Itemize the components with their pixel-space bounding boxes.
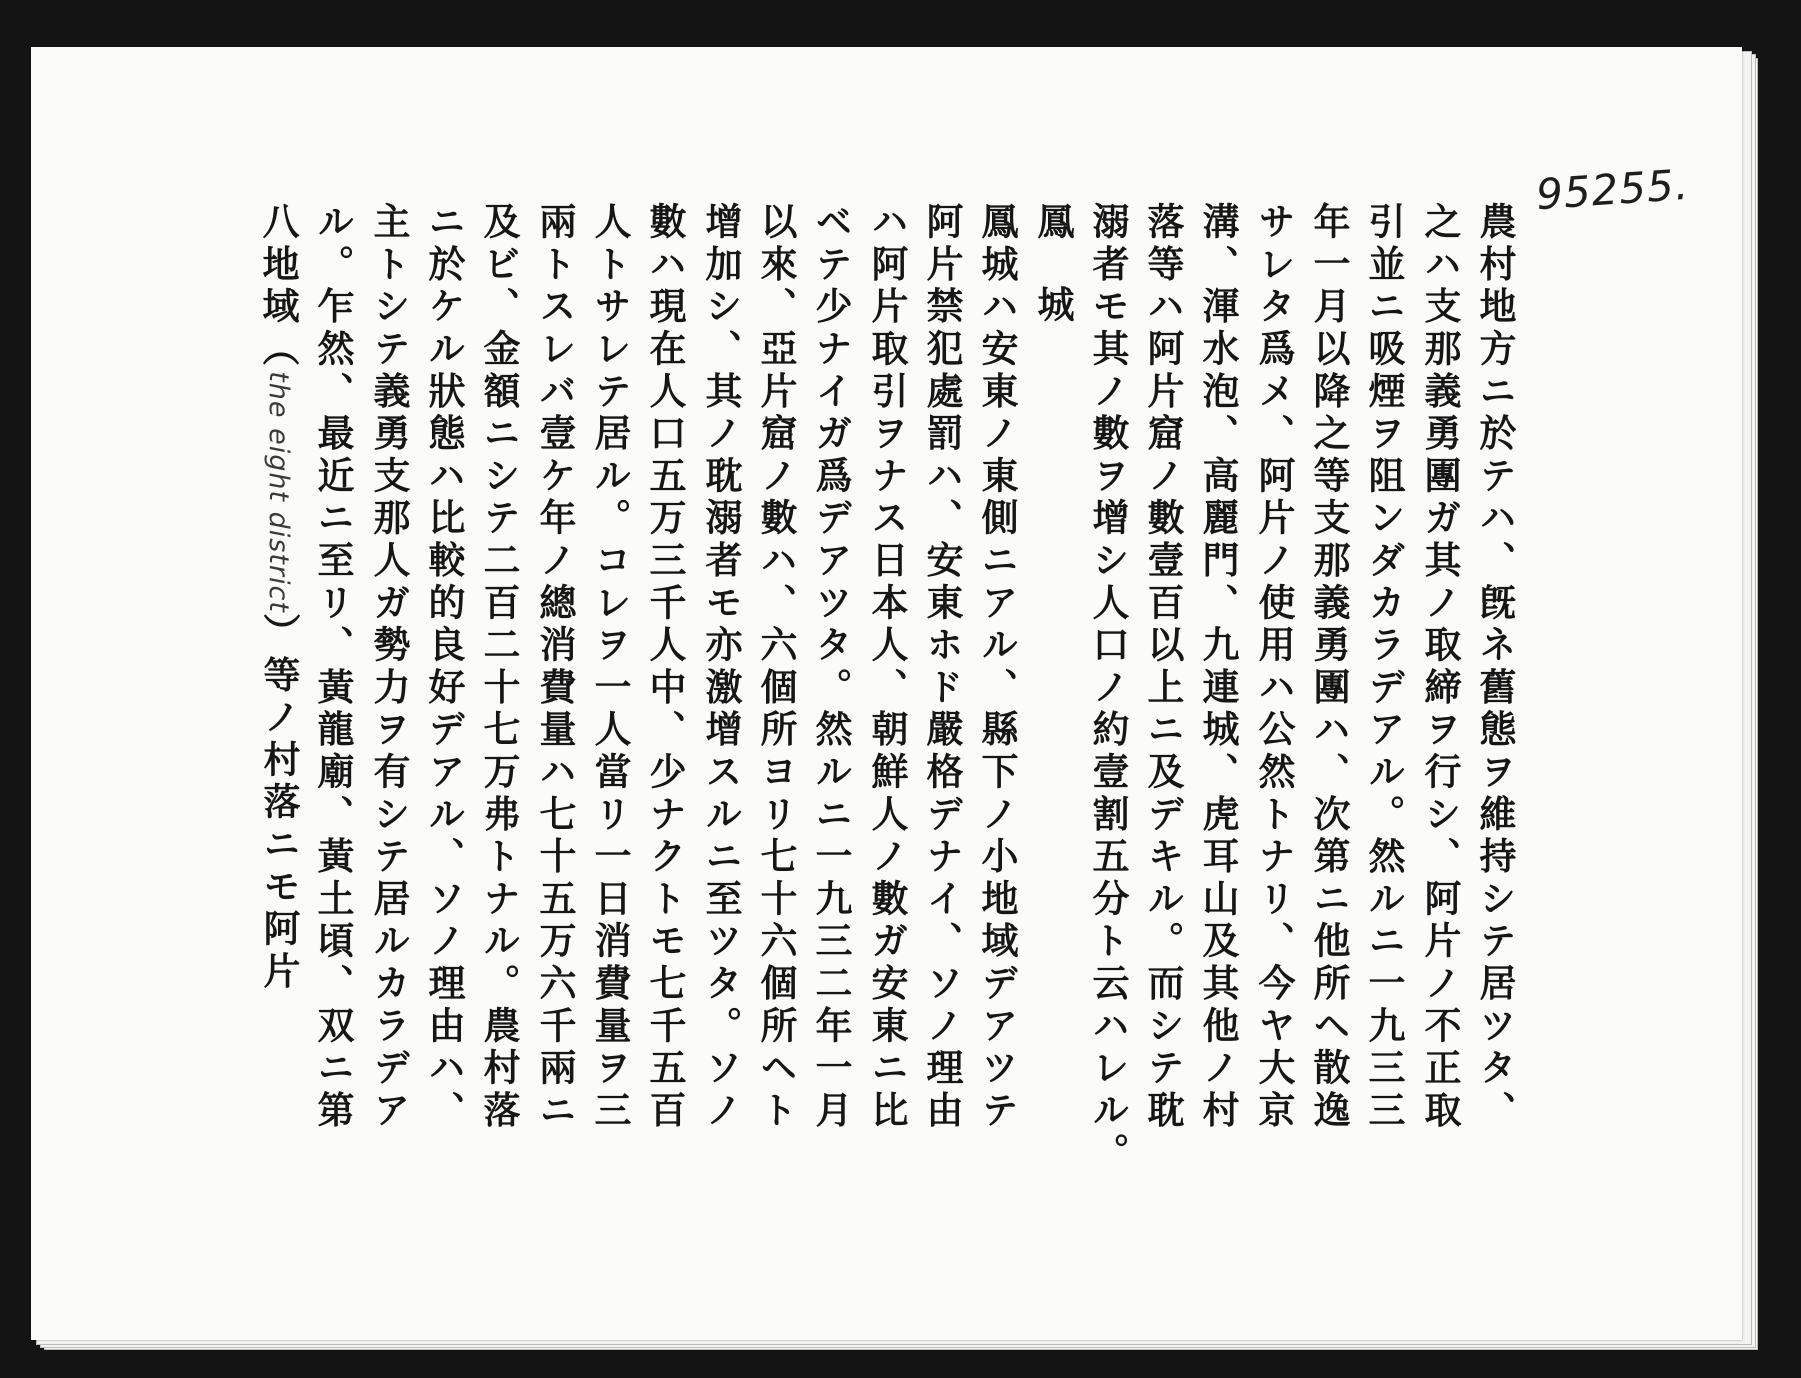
text-column: 引並ニ吸煙ヲ阻ンダカラデアル。然ルニ一九三三: [1362, 202, 1406, 1133]
last-column-start: 八地域（: [256, 202, 300, 372]
last-column-end: ）等ノ村落ニモ阿片: [257, 612, 300, 994]
text-column: 溺者モ其ノ數ヲ增シ人口ノ約壹割五分ト云ハレル。: [1086, 202, 1130, 1175]
text-column: 阿片禁犯處罰ハ、安東ホド嚴格デナイ、ソノ理由: [920, 202, 964, 1133]
text-column: 數ハ現在人口五万三千人中、少ナクトモ七千五百: [643, 202, 687, 1133]
text-column: 及ビ、金額ニシテ二百二十七万弗トナル。農村落: [477, 202, 521, 1133]
text-column: 之ハ支那義勇團ガ其ノ取締ヲ行シ、阿片ノ不正取: [1418, 202, 1462, 1133]
text-column: 農村地方ニ於テハ、旣ネ舊態ヲ維持シテ居ツタ、: [1473, 202, 1517, 1133]
text-column: 年一月以降之等支那義勇團ハ、次第ニ他所ヘ散逸: [1307, 202, 1351, 1133]
text-column: ハ阿片取引ヲナス日本人、朝鮮人ノ數ガ安東ニ比: [865, 202, 909, 1133]
handwritten-insertion: the eight district: [263, 371, 294, 613]
text-column: サレタ爲メ、阿片ノ使用ハ公然トナリ、今ヤ大京: [1252, 202, 1296, 1133]
handwritten-annotation: 95255.: [1534, 159, 1691, 220]
text-column: 溝、渾水泡、高麗門、九連城、虎耳山及其他ノ村: [1196, 202, 1240, 1133]
text-column: 落等ハ阿片窟ノ數壹百以上ニ及デキル。而シテ耽: [1141, 202, 1185, 1133]
text-column: 鳳城ハ安東ノ東側ニアル、縣下ノ小地域デアツテ: [975, 202, 1019, 1133]
text-column: 以來、亞片窟ノ數ハ、六個所ヨリ七十六個所ヘト: [754, 202, 798, 1133]
document-page: [31, 47, 1742, 1340]
text-column: 人トサレテ居ル。コレヲ一人當リ一日消費量ヲ三: [588, 202, 632, 1133]
text-column-last: [256, 202, 300, 994]
text-column: 兩トスレバ壹ケ年ノ總消費量ハ七十五万六千兩ニ: [533, 202, 577, 1133]
text-column: 主トシテ義勇支那人ガ勢力ヲ有シテ居ルカラデア: [367, 202, 411, 1133]
text-column: ニ於ケル狀態ハ比較的良好デアル、ソノ理由ハ、: [422, 202, 466, 1133]
text-column: ル。乍然、最近ニ至リ、黃龍廟、黃土頃、双ニ第: [311, 202, 355, 1133]
section-heading: 鳳城: [1031, 202, 1075, 368]
text-column: ベテ少ナイガ爲デアツタ。然ルニ一九三二年一月: [809, 202, 853, 1133]
text-column: 增加シ、其ノ耽溺者モ亦激增スルニ至ツタ。ソノ: [699, 202, 743, 1133]
